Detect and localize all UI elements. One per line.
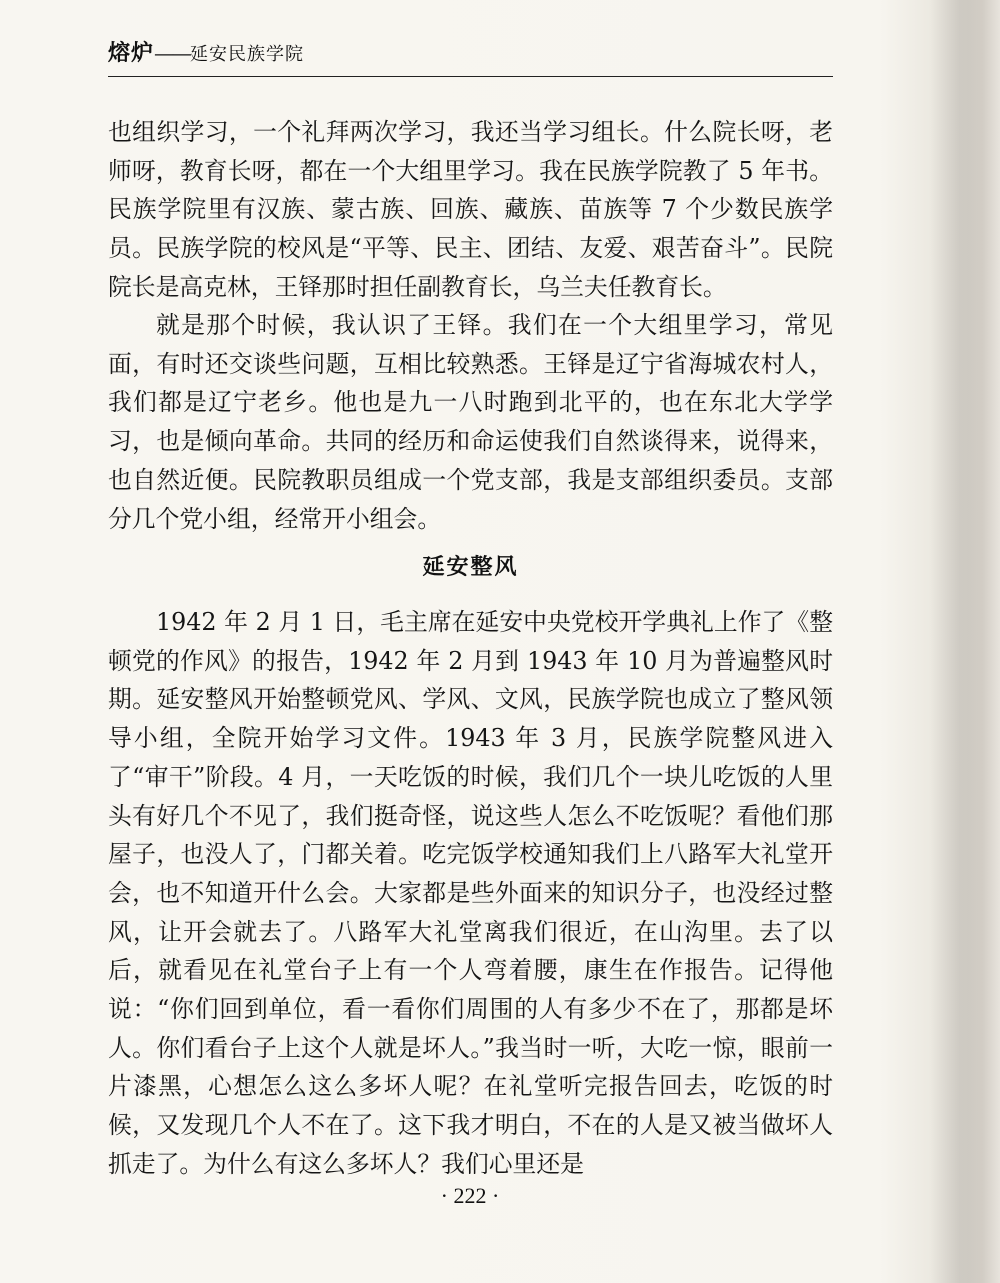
spine-shadow (930, 0, 1000, 1283)
page-number: · 222 · (440, 1183, 500, 1208)
section-title: 延安整风 (422, 555, 519, 580)
running-header (108, 36, 833, 77)
paragraph-continuation: 也组织学习，一个礼拜两次学习，我还当学习组长。什么院长呀，老师呀，教育长呀，都在一个大组里学习。我在民族学院教了 5 年书。民族学院里有汉族、蒙古族、回族、藏族、苗族等 7 个少数民族学员。民族学院的校风是“平等、民主、团结、友爱、艰苦奋斗”。民院院长是高克林，王铎那时担任副教育长，乌兰夫任教育长。 (108, 118, 833, 301)
paragraph-meeting-wang-duo: 就是那个时候，我认识了王铎。我们在一个大组里学习，常见面，有时还交谈些问题，互相比较熟悉。王铎是辽宁省海城农村人，我们都是辽宁老乡。他也是九一八时跑到北平的，也在东北大学学习，也是倾向革命。共同的经历和命运使我们自然谈得来，说得来，也自然近便。民院教职员组成一个党支部，我是支部组织委员。支部分几个党小组，经常开小组会。 (108, 311, 833, 533)
header-separator: —— (154, 41, 191, 65)
header-chapter-title: 延安民族学院 (190, 44, 305, 65)
header-book-title: 熔炉 (108, 40, 155, 66)
paragraph-rectification: 1942 年 2 月 1 日，毛主席在延安中央党校开学典礼上作了《整顿党的作风》的报告，1942 年 2 月到 1943 年 10 月为普遍整风时期。延安整风开始整顿党风、学风、文风，民族学院也成立了整风领导小组，全院开始学习文件。1943 年 3 月，民族学院整风进入了“审干”阶段。4 月，一天吃饭的时候，我们几个一块儿吃饭的人里头有好几个不见了，我们挺奇怪，说这些人怎么不吃饭呢？看他们那屋子，也没人了，门都关着。吃完饭学校通知我们上八路军大礼堂开会，也不知道开什么会。大家都是些外面来的知识分子，也没经过整风，让开会就去了。八路军大礼堂离我们很近，在山沟里。去了以后，就看见在礼堂台子上有一个人弯着腰，康生在作报告。记得他说：“你们回到单位，看一看你们周围的人有多少不在了，那都是坏人。你们看台子上这个人就是坏人。”我当时一听，大吃一惊，眼前一片漆黑，心想怎么这么多坏人呢？在礼堂听完报告回去，吃饭的时候，又发现几个人不在了。这下我才明白，不在的人是又被当做坏人抓走了。为什么有这么多坏人？我们心里还是 (108, 608, 833, 1178)
